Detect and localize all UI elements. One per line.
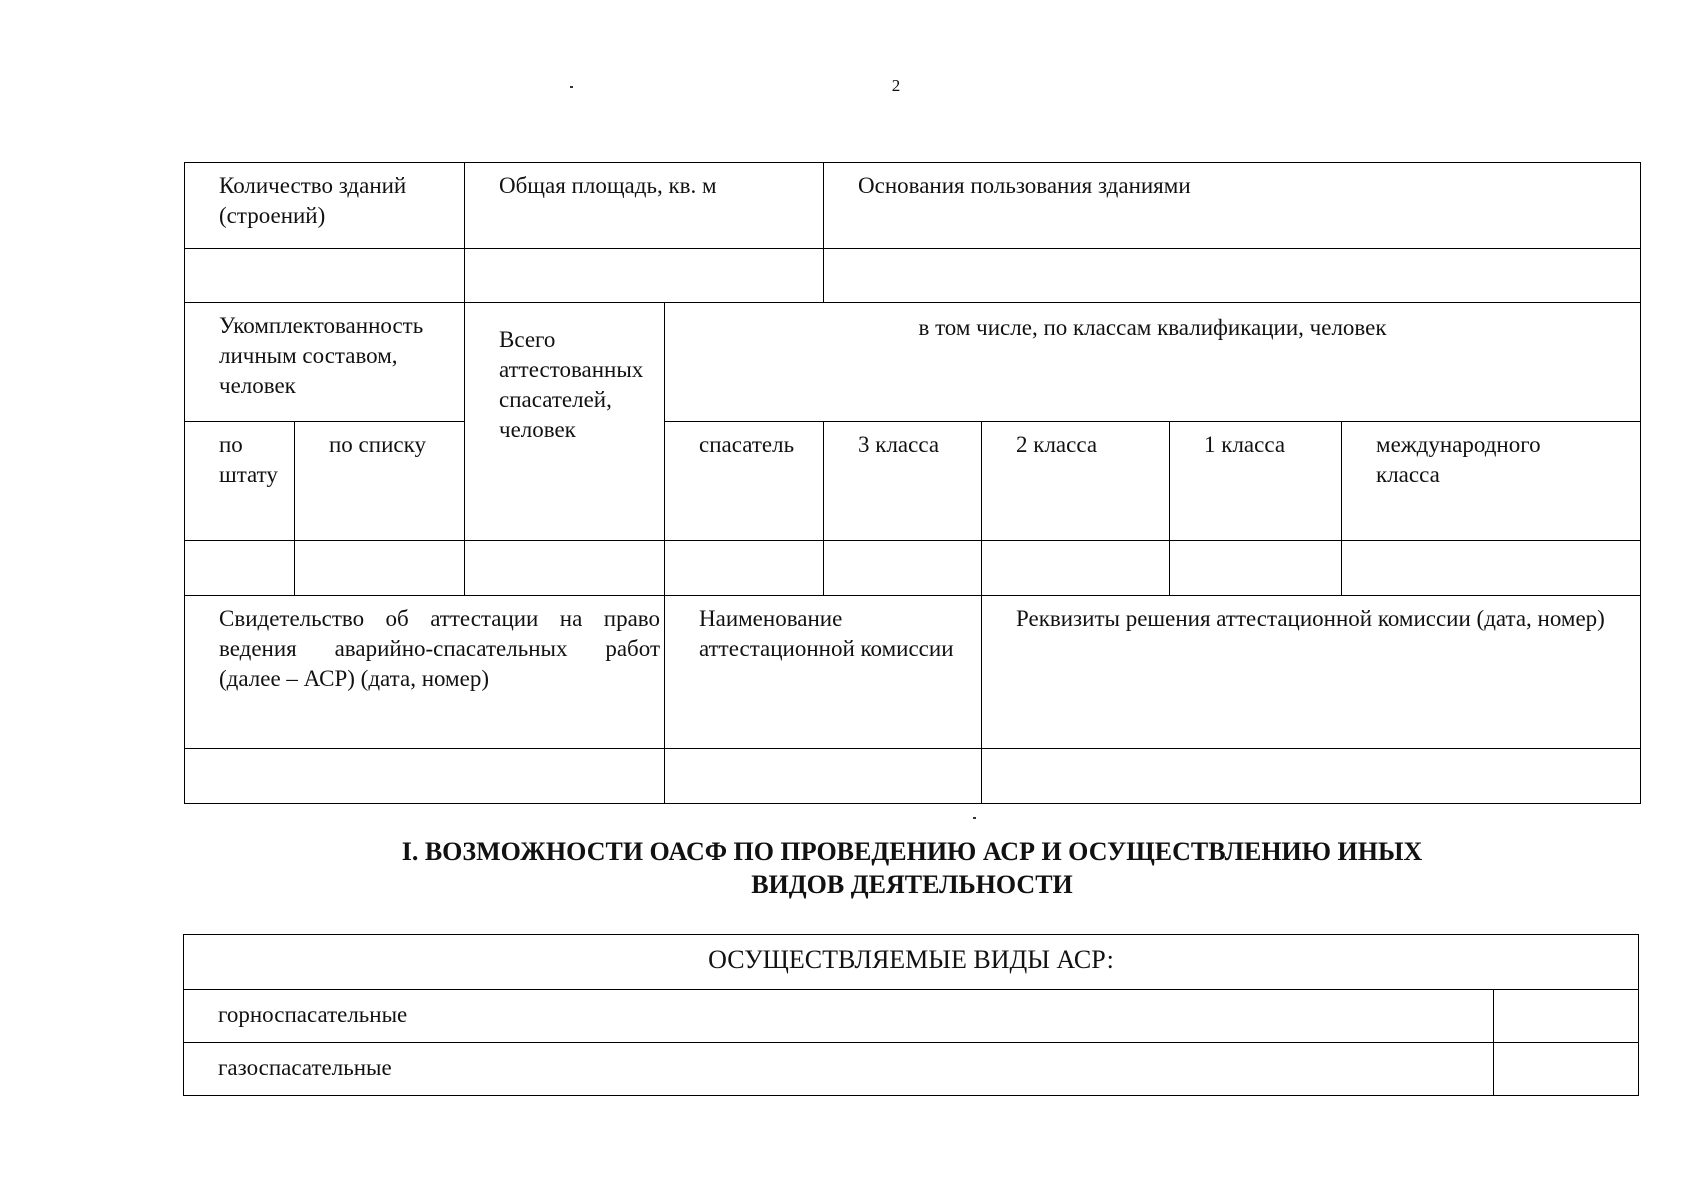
commission-name-value: [665, 749, 982, 804]
asr-type-label: газоспасательные: [184, 1043, 1494, 1096]
certificate-value: [185, 749, 665, 804]
rescuer-header: спасатель: [665, 422, 824, 541]
total-area-header: Общая площадь, кв. м: [465, 163, 824, 249]
organization-info-table: [184, 162, 1641, 804]
by-staff-header: по штату: [185, 422, 295, 541]
by-staff-value: [185, 541, 295, 596]
total-area-value: [465, 249, 824, 303]
class-1-value: [1170, 541, 1342, 596]
scan-speck: [973, 817, 976, 819]
staffing-header: Укомплектованность личным составом, человек: [185, 303, 465, 422]
class-1-header: 1 класса: [1170, 422, 1342, 541]
total-certified-value: [465, 541, 665, 596]
total-certified-header: Всего аттестованных спасателей, человек: [465, 303, 665, 541]
section-heading-line-1: I. ВОЗМОЖНОСТИ ОАСФ ПО ПРОВЕДЕНИЮ АСР И ОСУЩЕСТВЛЕНИЮ ИНЫХ: [401, 837, 1423, 866]
commission-decision-value: [982, 749, 1641, 804]
asr-type-label: горноспасательные: [184, 990, 1494, 1043]
class-2-value: [982, 541, 1170, 596]
class-international-header: международного класса: [1342, 422, 1641, 541]
class-3-value: [824, 541, 982, 596]
class-2-header: 2 класса: [982, 422, 1170, 541]
section-heading: [184, 835, 1640, 901]
commission-decision-header: Реквизиты решения аттестационной комиссии (дата, номер): [982, 596, 1641, 749]
commission-name-header: Наименование аттестационной комиссии: [665, 596, 982, 749]
asr-types-table: [183, 934, 1639, 1096]
asr-type-mark: [1494, 1043, 1639, 1096]
class-3-header: 3 класса: [824, 422, 982, 541]
buildings-count-value: [185, 249, 465, 303]
certificate-header: Свидетельство об аттестации на право ведения аварийно-спасательных работ (далее – АСР) (дата, номер): [185, 596, 665, 749]
rescuer-value: [665, 541, 824, 596]
class-international-value: [1342, 541, 1641, 596]
by-list-value: [295, 541, 465, 596]
scan-speck: [570, 86, 573, 88]
asr-type-mark: [1494, 990, 1639, 1043]
buildings-count-header: Количество зданий (строений): [185, 163, 465, 249]
by-list-header: по списку: [295, 422, 465, 541]
usage-basis-header: Основания пользования зданиями: [824, 163, 1641, 249]
page-number: 2: [891, 76, 901, 95]
section-heading-line-2: ВИДОВ ДЕЯТЕЛЬНОСТИ: [751, 870, 1073, 899]
asr-types-title: ОСУЩЕСТВЛЯЕМЫЕ ВИДЫ АСР:: [184, 935, 1639, 990]
by-class-header: в том числе, по классам квалификации, человек: [665, 303, 1641, 422]
usage-basis-value: [824, 249, 1641, 303]
